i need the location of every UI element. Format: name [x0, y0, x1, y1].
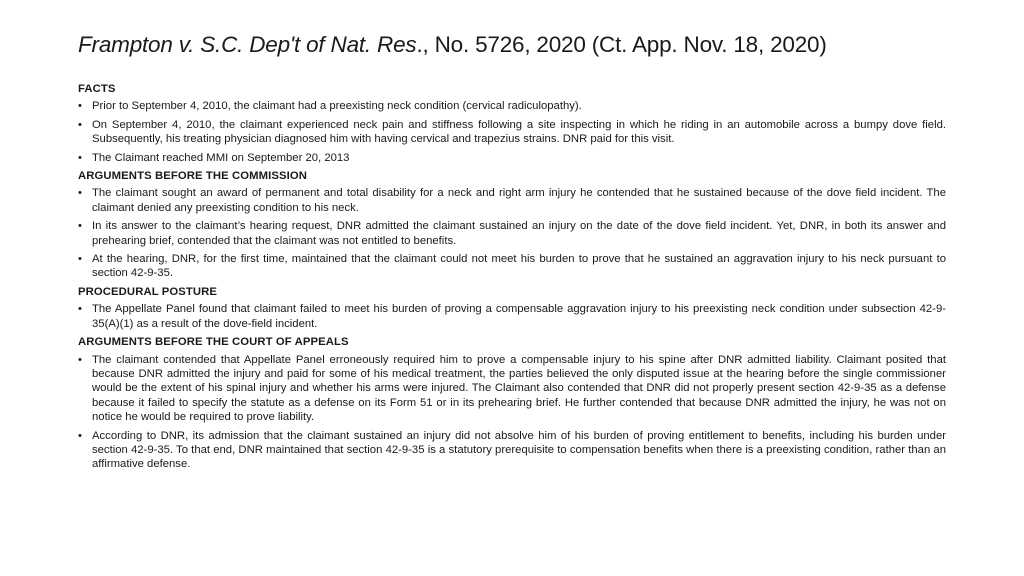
bullet-text: The claimant sought an award of permanent and total disability for a neck and right arm injury he contended that he sustained because of the dove field incident. The claimant denied any preexisting condition to his neck. [92, 187, 946, 214]
list-item [78, 302, 946, 331]
bullet-glyph: • [78, 353, 82, 366]
list-item [78, 219, 946, 248]
bullet-text: In its answer to the claimant’s hearing request, DNR admitted the claimant sustained an injury on the date of the dove field incident. Yet, DNR, in both its answer and prehearing brief, contended that the claimant was not entitled to benefits. [92, 220, 946, 247]
bullet-glyph: • [78, 118, 82, 131]
case-name: Frampton v. S.C. Dep't of Nat. Res [78, 32, 417, 57]
bullet-list-procedural-posture [78, 302, 946, 331]
slide-body [78, 82, 946, 472]
section-heading-commission: ARGUMENTS BEFORE THE COMMISSION [78, 170, 308, 183]
bullet-text: On September 4, 2010, the claimant experienced neck pain and stiffness following a site inspecting in which he riding in an automobile across a bumpy dove field. Subsequently, his treating physician diagnosed him with having cervical and trapezius strains. DNR paid for this visit. [92, 118, 946, 146]
slide-title [78, 30, 946, 60]
bullet-glyph: • [78, 429, 82, 442]
bullet-text: The Claimant reached MMI on September 20, 2013 [92, 151, 350, 164]
bullet-text: The claimant contended that Appellate Panel erroneously required him to prove a compensable injury to his spine after DNR admitted liability. Claimant posited that because DNR admitted the injury and paid for some of his medical treatment, the parties believed the only disputed issue at the hearing before the single commissioner would be the extent of his spinal injury and whether his arms were injured. The Claimant also contended that DNR did not properly present section 42-9-35 as a defense because it failed to specify the statute as a defense on its Form 51 or in its prehearing brief. He further contended that because DNR admitted the injury, he was not on notice he would be required to prove liability. [92, 353, 946, 424]
bullet-glyph: • [78, 253, 82, 266]
bullet-glyph: • [78, 187, 82, 200]
bullet-text: At the hearing, DNR, for the first time, maintained that the claimant could not meet his burden to prove that he sustained an aggravation injury to his neck pursuant to section 42-9-35. [92, 253, 946, 280]
list-item [78, 118, 946, 147]
bullet-glyph: • [78, 303, 82, 316]
case-citation: ., No. 5726, 2020 (Ct. App. Nov. 18, 2020) [416, 32, 827, 57]
section-heading-court-of-appeals: ARGUMENTS BEFORE THE COURT OF APPEALS [78, 336, 349, 349]
list-item [78, 353, 946, 425]
bullet-list-court-of-appeals [78, 353, 946, 472]
list-item [78, 99, 946, 113]
bullet-text: According to DNR, its admission that the claimant sustained an injury did not absolve him of his burden of proving entitlement to benefits, including his burden under section 42-9-35. To that end, DNR maintained that section 42-9-35 is a statutory prerequisite to compensation benefits when there is a preexisting condition, rather than an affirmative defense. [92, 429, 946, 471]
bullet-glyph: • [78, 100, 82, 113]
list-item [78, 429, 946, 472]
list-item [78, 252, 946, 281]
bullet-text: The Appellate Panel found that claimant failed to meet his burden of proving a compensable aggravation injury to his preexisting neck condition under subsection 42-9-35(A)(1) as a result of the dove-field incident. [92, 303, 946, 330]
bullet-list-commission [78, 186, 946, 280]
section-heading-facts: FACTS [78, 83, 116, 95]
bullet-text: Prior to September 4, 2010, the claimant had a preexisting neck condition (cervical radiculopathy). [92, 100, 582, 113]
list-item [78, 151, 946, 165]
bullet-glyph: • [78, 151, 82, 164]
section-heading-procedural-posture: PROCEDURAL POSTURE [78, 285, 218, 298]
bullet-list-facts [78, 99, 946, 165]
bullet-glyph: • [78, 220, 82, 233]
list-item [78, 186, 946, 215]
